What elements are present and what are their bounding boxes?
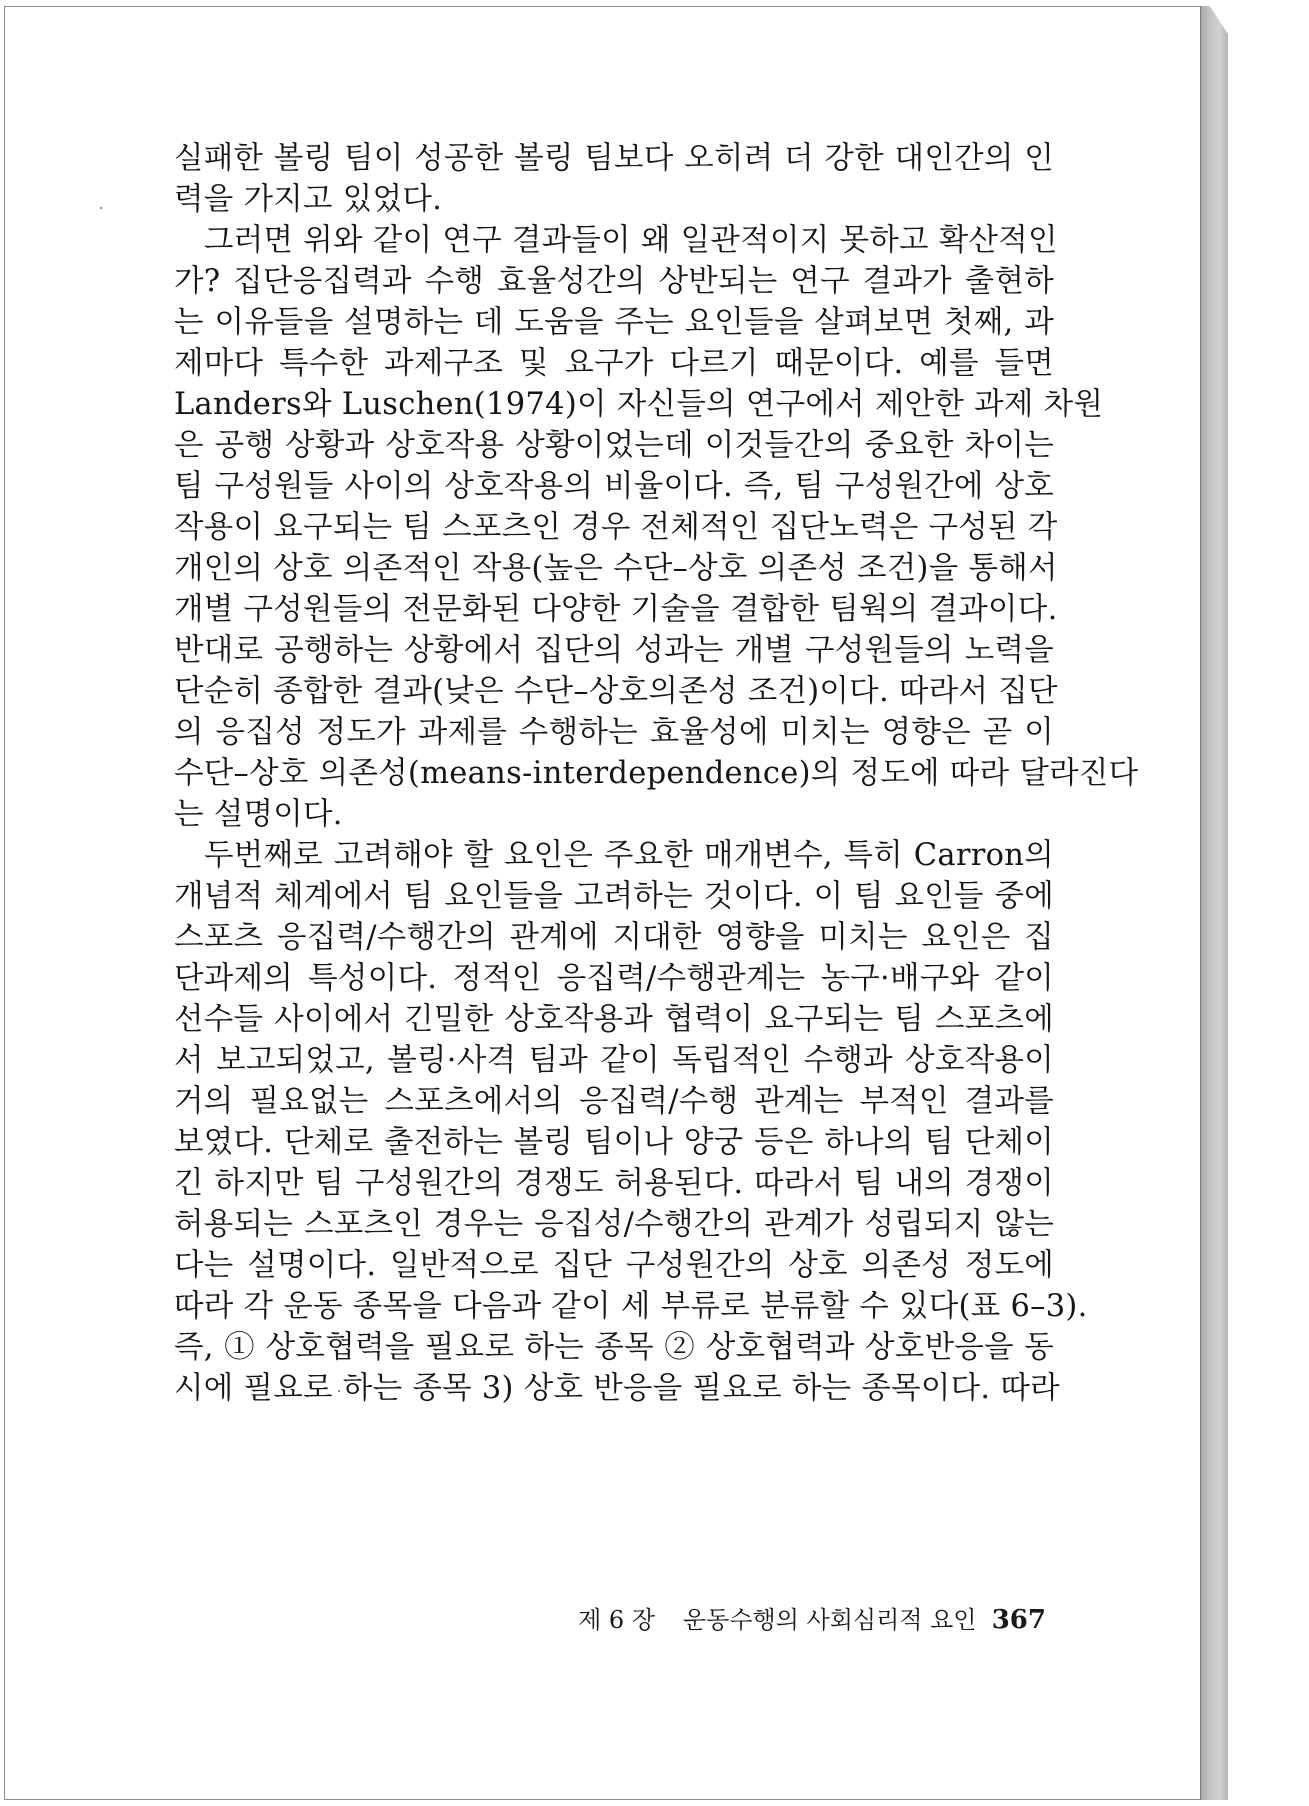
text-line: 다는 설명이다. 일반적으로 집단 구성원간의 상호 의존성 정도에 bbox=[174, 1248, 1054, 1283]
text-line: 실패한 볼링 팀이 성공한 볼링 팀보다 오히려 더 강한 대인간의 인 bbox=[174, 141, 1054, 176]
page-edge-divider bbox=[1200, 6, 1201, 1800]
text-line: Landers와 Luschen(1974)이 자신들의 연구에서 제안한 과제 차원 bbox=[174, 387, 1104, 422]
text-line: 개인의 상호 의존적인 작용(높은 수단–상호 의존성 조건)을 통해서 bbox=[174, 551, 1058, 586]
text-line: 따라 각 운동 종목을 다음과 같이 세 부류로 분류할 수 있다(표 6–3). bbox=[174, 1289, 1088, 1324]
text-line: 는 설명이다. bbox=[174, 797, 343, 832]
text-line: 의 응집성 정도가 과제를 수행하는 효율성에 미치는 영향은 곧 이 bbox=[174, 715, 1054, 750]
text-line: 가? 집단응집력과 수행 효율성간의 상반되는 연구 결과가 출현하 bbox=[174, 264, 1054, 299]
text-line: 스포츠 응집력/수행간의 관계에 지대한 영향을 미치는 요인은 집 bbox=[174, 920, 1054, 955]
text-line: 은 공행 상황과 상호작용 상황이었는데 이것들간의 중요한 차이는 bbox=[174, 428, 1054, 463]
body-text bbox=[174, 138, 1139, 1409]
text-line: 수단–상호 의존성(means-interdependence)의 정도에 따라 달라진다 bbox=[174, 756, 1139, 791]
text-line: 선수들 사이에서 긴밀한 상호작용과 협력이 요구되는 팀 스포츠에 bbox=[174, 1002, 1054, 1037]
text-line: 허용되는 스포츠인 경우는 응집성/수행간의 관계가 성립되지 않는 bbox=[174, 1207, 1054, 1242]
scan-speck bbox=[100, 207, 102, 209]
text-line: 개별 구성원들의 전문화된 다양한 기술을 결합한 팀웍의 결과이다. bbox=[174, 592, 1058, 627]
page-stack-edge bbox=[1200, 6, 1228, 1800]
text-line: 력을 가지고 있었다. bbox=[174, 182, 443, 217]
text-line: 작용이 요구되는 팀 스포츠인 경우 전체적인 집단노력은 구성된 각 bbox=[174, 510, 1058, 545]
running-footer bbox=[570, 1601, 1046, 1639]
text-line: 반대로 공행하는 상황에서 집단의 성과는 개별 구성원들의 노력을 bbox=[174, 633, 1054, 668]
text-line: 는 이유들을 설명하는 데 도움을 주는 요인들을 살펴보면 첫째, 과 bbox=[174, 305, 1054, 340]
text-line: 그러면 위와 같이 연구 결과들이 왜 일관적이지 못하고 확산적인 bbox=[204, 223, 1058, 258]
text-line: 단순히 종합한 결과(낮은 수단–상호의존성 조건)이다. 따라서 집단 bbox=[174, 674, 1058, 709]
chapter-title: 운동수행의 사회심리적 요인 bbox=[682, 1606, 977, 1634]
text-line: 두번째로 고려해야 할 요인은 주요한 매개변수, 특히 Carron의 bbox=[204, 838, 1054, 873]
text-line: 즉, ① 상호협력을 필요로 하는 종목 ② 상호협력과 상호반응을 동 bbox=[174, 1330, 1054, 1365]
text-line: 보였다. 단체로 출전하는 볼링 팀이나 양궁 등은 하나의 팀 단체이 bbox=[174, 1125, 1054, 1160]
text-line: 제마다 특수한 과제구조 및 요구가 다르기 때문이다. 예를 들면 bbox=[174, 346, 1054, 381]
text-line: 거의 필요없는 스포츠에서의 응집력/수행 관계는 부적인 결과를 bbox=[174, 1084, 1054, 1119]
text-line: 개념적 체계에서 팀 요인들을 고려하는 것이다. 이 팀 요인들 중에 bbox=[174, 879, 1054, 914]
page-number: 367 bbox=[991, 1605, 1046, 1635]
chapter-label: 제 6 장 bbox=[578, 1606, 655, 1634]
text-line: 긴 하지만 팀 구성원간의 경쟁도 허용된다. 따라서 팀 내의 경쟁이 bbox=[174, 1166, 1054, 1201]
text-line: 단과제의 특성이다. 정적인 응집력/수행관계는 농구·배구와 같이 bbox=[174, 961, 1054, 996]
text-line: 팀 구성원들 사이의 상호작용의 비율이다. 즉, 팀 구성원간에 상호 bbox=[174, 469, 1054, 504]
text-line: 시에 필요로 하는 종목 3) 상호 반응을 필요로 하는 종목이다. 따라 bbox=[174, 1371, 1060, 1406]
text-line: 서 보고되었고, 볼링·사격 팀과 같이 독립적인 수행과 상호작용이 bbox=[174, 1043, 1054, 1078]
